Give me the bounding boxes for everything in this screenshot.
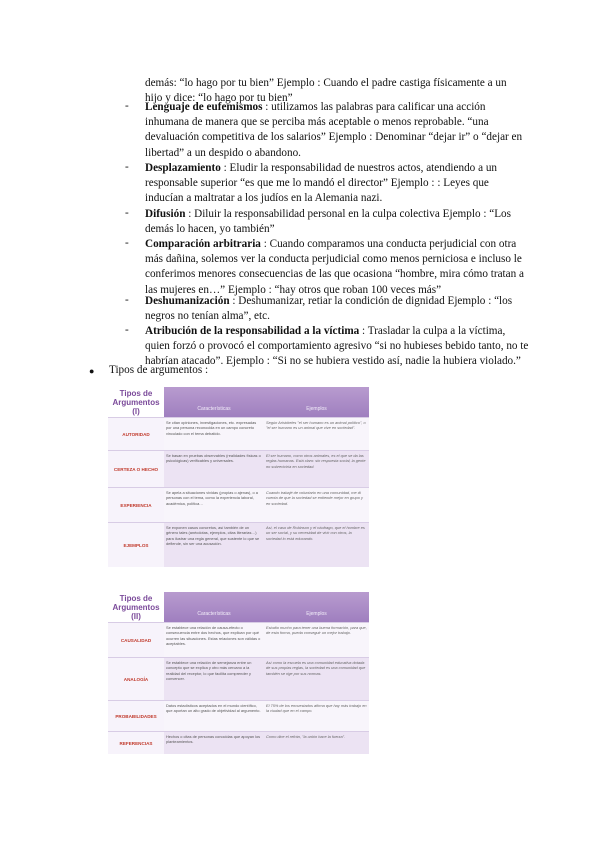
list-item-deshumanizacion	[145, 294, 530, 324]
table-row	[108, 487, 369, 522]
list-dash: -	[125, 324, 129, 336]
row-example: El ser humano, como otros animales, es el que se da las reglas humanas. Está claro: sin respuesta social, la gente no sobreviviría en sociedad.	[264, 451, 369, 487]
row-characteristics: Se establece una relación de causa-efecto o consecuencia entre dos hechos, que explican por qué ocurren las situaciones. Estas relaciones son válidas o aceptables.	[164, 623, 264, 657]
text-line: hijo y dice: “lo hago por tu bien”	[145, 92, 293, 105]
description-difusion: : Diluir la responsabilidad personal en la culpa colectiva Ejemplo : “Los demás lo hacen, yo también”	[145, 208, 512, 236]
column-header-characteristics: Características	[164, 387, 264, 417]
row-characteristics: Se apela a situaciones vividas (propias o ajenas), o a personas con el tema, como la experiencia laboral, académica, política…	[164, 488, 264, 522]
row-characteristics: Se basan en pruebas observables (realidades físicas o psicológicas) verificables y universales.	[164, 451, 264, 487]
row-example: Cuando trabajé de voluntario en una comunidad, me di cuenta de que la sociedad se entiende mejor en grupo y en sociedad.	[264, 488, 369, 522]
row-label: AUTORIDAD	[108, 418, 164, 450]
table-header	[108, 387, 369, 417]
table-header	[108, 592, 369, 622]
row-characteristics: Datos estadísticos aceptados en el mundo científico, que aportan un alto grado de objetividad al argumento.	[164, 701, 264, 731]
term-difusion: Difusión	[145, 208, 186, 220]
row-label: REFERENCIAS	[108, 732, 164, 754]
term-atribucion: Atribución de la responsabilidad a la víctima	[145, 325, 360, 337]
row-example: Estudio mucho para tener una buena formación, para que, de esta forma, pueda conseguir un mejor trabajo.	[264, 623, 369, 657]
column-header-examples: Ejemplos	[264, 387, 369, 417]
tipos-heading: Tipos de argumentos :	[109, 364, 209, 376]
row-characteristics: Hechos o citas de personas conocidas que apoyan los planteamientos.	[164, 732, 264, 754]
row-label: EXPERIENCIA	[108, 488, 164, 522]
term-deshumanizacion: Deshumanización	[145, 295, 230, 307]
row-label: EJEMPLOS	[108, 523, 164, 567]
table-title: Tipos de Argumentos (II)	[108, 592, 164, 622]
row-example: Así como la escuela es una comunidad educativa dotada de sus propias reglas, la sociedad es una comunidad que también se rige por sus normas.	[264, 658, 369, 700]
description-desplazamiento: : Eludir la responsabilidad de nuestros actos, atendiendo a un responsable superior “es que me lo mandó el director” Ejemplo : : Leyes que inducían a maltratar a los judíos en la Alemania nazi.	[145, 162, 498, 205]
row-characteristics: Se exponen casos concretos, así también de un género tales (anécdotas, ejemplos, citas literarias…) para ilustrar una regla general, que sustente lo que se defiende, sin ser una acusación.	[164, 523, 264, 567]
row-example: Según Aristóteles "el ser humano es un animal político", o "el ser humano es un animal que vive en sociedad".	[264, 418, 369, 450]
list-dash: -	[125, 237, 129, 249]
term-desplazamiento: Desplazamiento	[145, 162, 221, 174]
description-comparacion: : Cuando comparamos una conducta perjudicial con otra más dañina, solemos ver la conducta perjudicial como menos perniciosa e incluso le conferimos menores consecuencias de las que ocasiona “hombre, mira cómo tratan a las mujeres en…” Ejemplo : “hay otros que roban 100 veces más”	[145, 238, 524, 296]
list-dash: -	[125, 100, 129, 112]
text-line: demás: “lo hago por tu bien” Ejemplo : Cuando el padre castiga físicamente a un	[145, 77, 507, 89]
row-label: ANALOGÍA	[108, 658, 164, 700]
row-label: CAUSALIDAD	[108, 623, 164, 657]
column-header-characteristics: Características	[164, 592, 264, 622]
list-item-eufemismos	[145, 100, 530, 161]
table-row	[108, 522, 369, 567]
table-row	[108, 731, 369, 754]
row-characteristics: Se citan opiniones, investigaciones, etc. expresadas por una persona reconocida en un campo concreto vinculado con el tema debatido.	[164, 418, 264, 450]
list-dash: -	[125, 161, 129, 173]
table-row	[108, 417, 369, 450]
row-label: PROBABILIDADES	[108, 701, 164, 731]
list-item-difusion	[145, 207, 530, 237]
row-example: Así, el caso de Robinson y el náufrago, que el hombre es un ser social, y su necesidad de vivir con otros, la sociedad lo está educando.	[264, 523, 369, 567]
description-eufemismos: : utilizamos las palabras para calificar una acción inhumana de manera que se perciba más aceptable o menos reprobable. “una devaluación competitiva de los salarios” Ejemplo : Denominar “dejar ir” o “dejar en libertad” a un despido o abandono.	[145, 101, 523, 159]
table-row	[108, 622, 369, 657]
table-row	[108, 657, 369, 700]
bullet-icon: ●	[89, 366, 95, 376]
row-label: CERTEZA O HECHO	[108, 451, 164, 487]
list-dash: -	[125, 207, 129, 219]
row-characteristics: Se establece una relación de semejanza entre un concepto que se explica y otro más cercano a la realidad del receptor, lo que facilita comprender y convencer.	[164, 658, 264, 700]
description-deshumanizacion: : Deshumanizar, retiar la condición de dignidad Ejemplo : “los negros no tenían alma”, etc.	[145, 295, 513, 323]
term-eufemismos: Lenguaje de eufemismos	[145, 101, 263, 113]
table-title: Tipos de Argumentos (I)	[108, 387, 164, 417]
arguments-table-1	[108, 387, 369, 567]
list-dash: -	[125, 294, 129, 306]
row-example: El 75% de los encuestados afirma que hay más trabajo en la ciudad que en el campo.	[264, 701, 369, 731]
table-row	[108, 700, 369, 731]
description-atribucion: : Trasladar la culpa a la víctima, quien forzó o provocó el comportamiento agresivo “si no hubieses bebido tanto, no te habrían atacado”. Ejemplo : “Si no se hubiera vestido así, nadie la hubiera violado.”	[145, 325, 529, 368]
column-header-examples: Ejemplos	[264, 592, 369, 622]
list-item-comparacion	[145, 237, 530, 298]
row-example: Como dice el refrán, "la unión hace la fuerza".	[264, 732, 369, 754]
list-item-atribucion	[145, 324, 530, 370]
term-comparacion: Comparación arbitraria	[145, 238, 261, 250]
table-row	[108, 450, 369, 487]
arguments-table-2	[108, 592, 369, 754]
list-item-desplazamiento	[145, 161, 530, 207]
